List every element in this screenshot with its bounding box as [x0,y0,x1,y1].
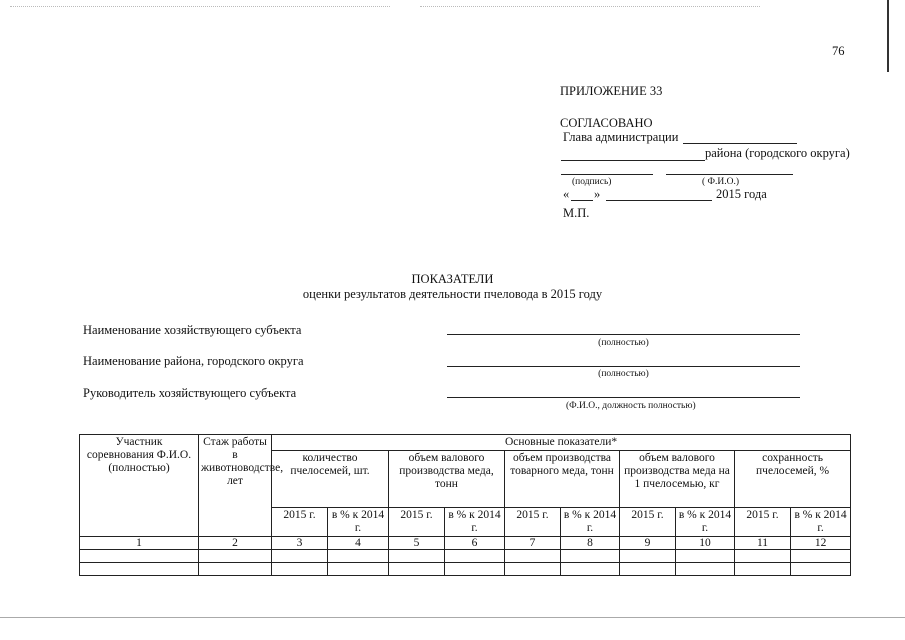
column-number: 10 [676,537,735,550]
field-caption-manager: (Ф.И.О., должность полностью) [566,401,696,411]
date-year-label: 2015 года [716,187,767,201]
stamp-label: М.П. [563,206,590,220]
date-quote-close: » [594,187,601,201]
subheader-year: 2015 г. [272,508,328,537]
field-label-manager: Руководитель хозяйствующего субъекта [83,386,297,400]
scan-artifact-top-left [10,6,390,7]
district-label: района (городского округа) [705,146,850,160]
column-number: 3 [272,537,328,550]
agreed-label: СОГЛАСОВАНО [560,116,653,130]
field-caption-district: (полностью) [598,369,649,379]
scan-edge-line [887,0,889,72]
appendix-label: ПРИЛОЖЕНИЕ 33 [560,84,663,98]
head-of-admin-label: Глава администрации [563,130,679,144]
field-caption-entity: (полностью) [598,338,649,348]
header-group-gross-honey: объем валового производства меда, тонн [389,451,505,508]
header-participant: Участник соревнования Ф.И.О. (полностью) [80,435,199,537]
head-of-admin-blank [683,143,797,144]
column-number: 7 [505,537,561,550]
column-number: 2 [199,537,272,550]
fio-caption: ( Ф.И.О.) [702,177,740,187]
date-month-blank [606,200,712,201]
header-group-commercial-honey: объем производства товарного меда, тонн [505,451,620,508]
column-number: 8 [561,537,620,550]
field-blank-entity [447,334,800,335]
column-number: 6 [445,537,505,550]
header-main-indicators: Основные показатели* [272,435,851,451]
field-label-entity: Наименование хозяйствующего субъекта [83,323,302,337]
column-number: 4 [328,537,389,550]
date-quote-open: « [563,187,570,201]
subheader-percent: в % к 2014 г. [328,508,389,537]
document-subtitle: оценки результатов деятельности пчеловода в 2015 году [302,287,603,301]
subheader-percent: в % к 2014 г. [561,508,620,537]
subheader-percent: в % к 2014 г. [676,508,735,537]
signature-blank [561,174,653,175]
subheader-year: 2015 г. [620,508,676,537]
column-number: 12 [791,537,851,550]
page-number: 76 [832,44,845,58]
page-bottom-line [0,617,905,618]
subheader-percent: в % к 2014 г. [445,508,505,537]
column-number: 11 [735,537,791,550]
field-blank-district [447,366,800,367]
scan-artifact-top-right [420,6,760,7]
field-blank-manager [447,397,800,398]
date-day-blank [571,200,593,201]
header-group-honey-per-colony: объем валового производства меда на 1 пчелосемью, кг [620,451,735,508]
header-group-colony-survival: сохранность пчелосемей, % [735,451,851,508]
column-number: 5 [389,537,445,550]
header-experience: Стаж работы в животноводстве, лет [199,435,272,537]
indicators-table [79,434,851,576]
subheader-year: 2015 г. [389,508,445,537]
subheader-year: 2015 г. [735,508,791,537]
table-row [80,563,851,576]
table-row [80,550,851,563]
district-blank [561,160,705,161]
subheader-percent: в % к 2014 г. [791,508,851,537]
column-number: 1 [80,537,199,550]
document-title: ПОКАЗАТЕЛИ [411,272,494,286]
header-group-bee-colonies: количество пчелосемей, шт. [272,451,389,508]
fio-blank [666,174,793,175]
subheader-year: 2015 г. [505,508,561,537]
field-label-district: Наименование района, городского округа [83,354,304,368]
column-number: 9 [620,537,676,550]
signature-caption: (подпись) [572,177,612,187]
